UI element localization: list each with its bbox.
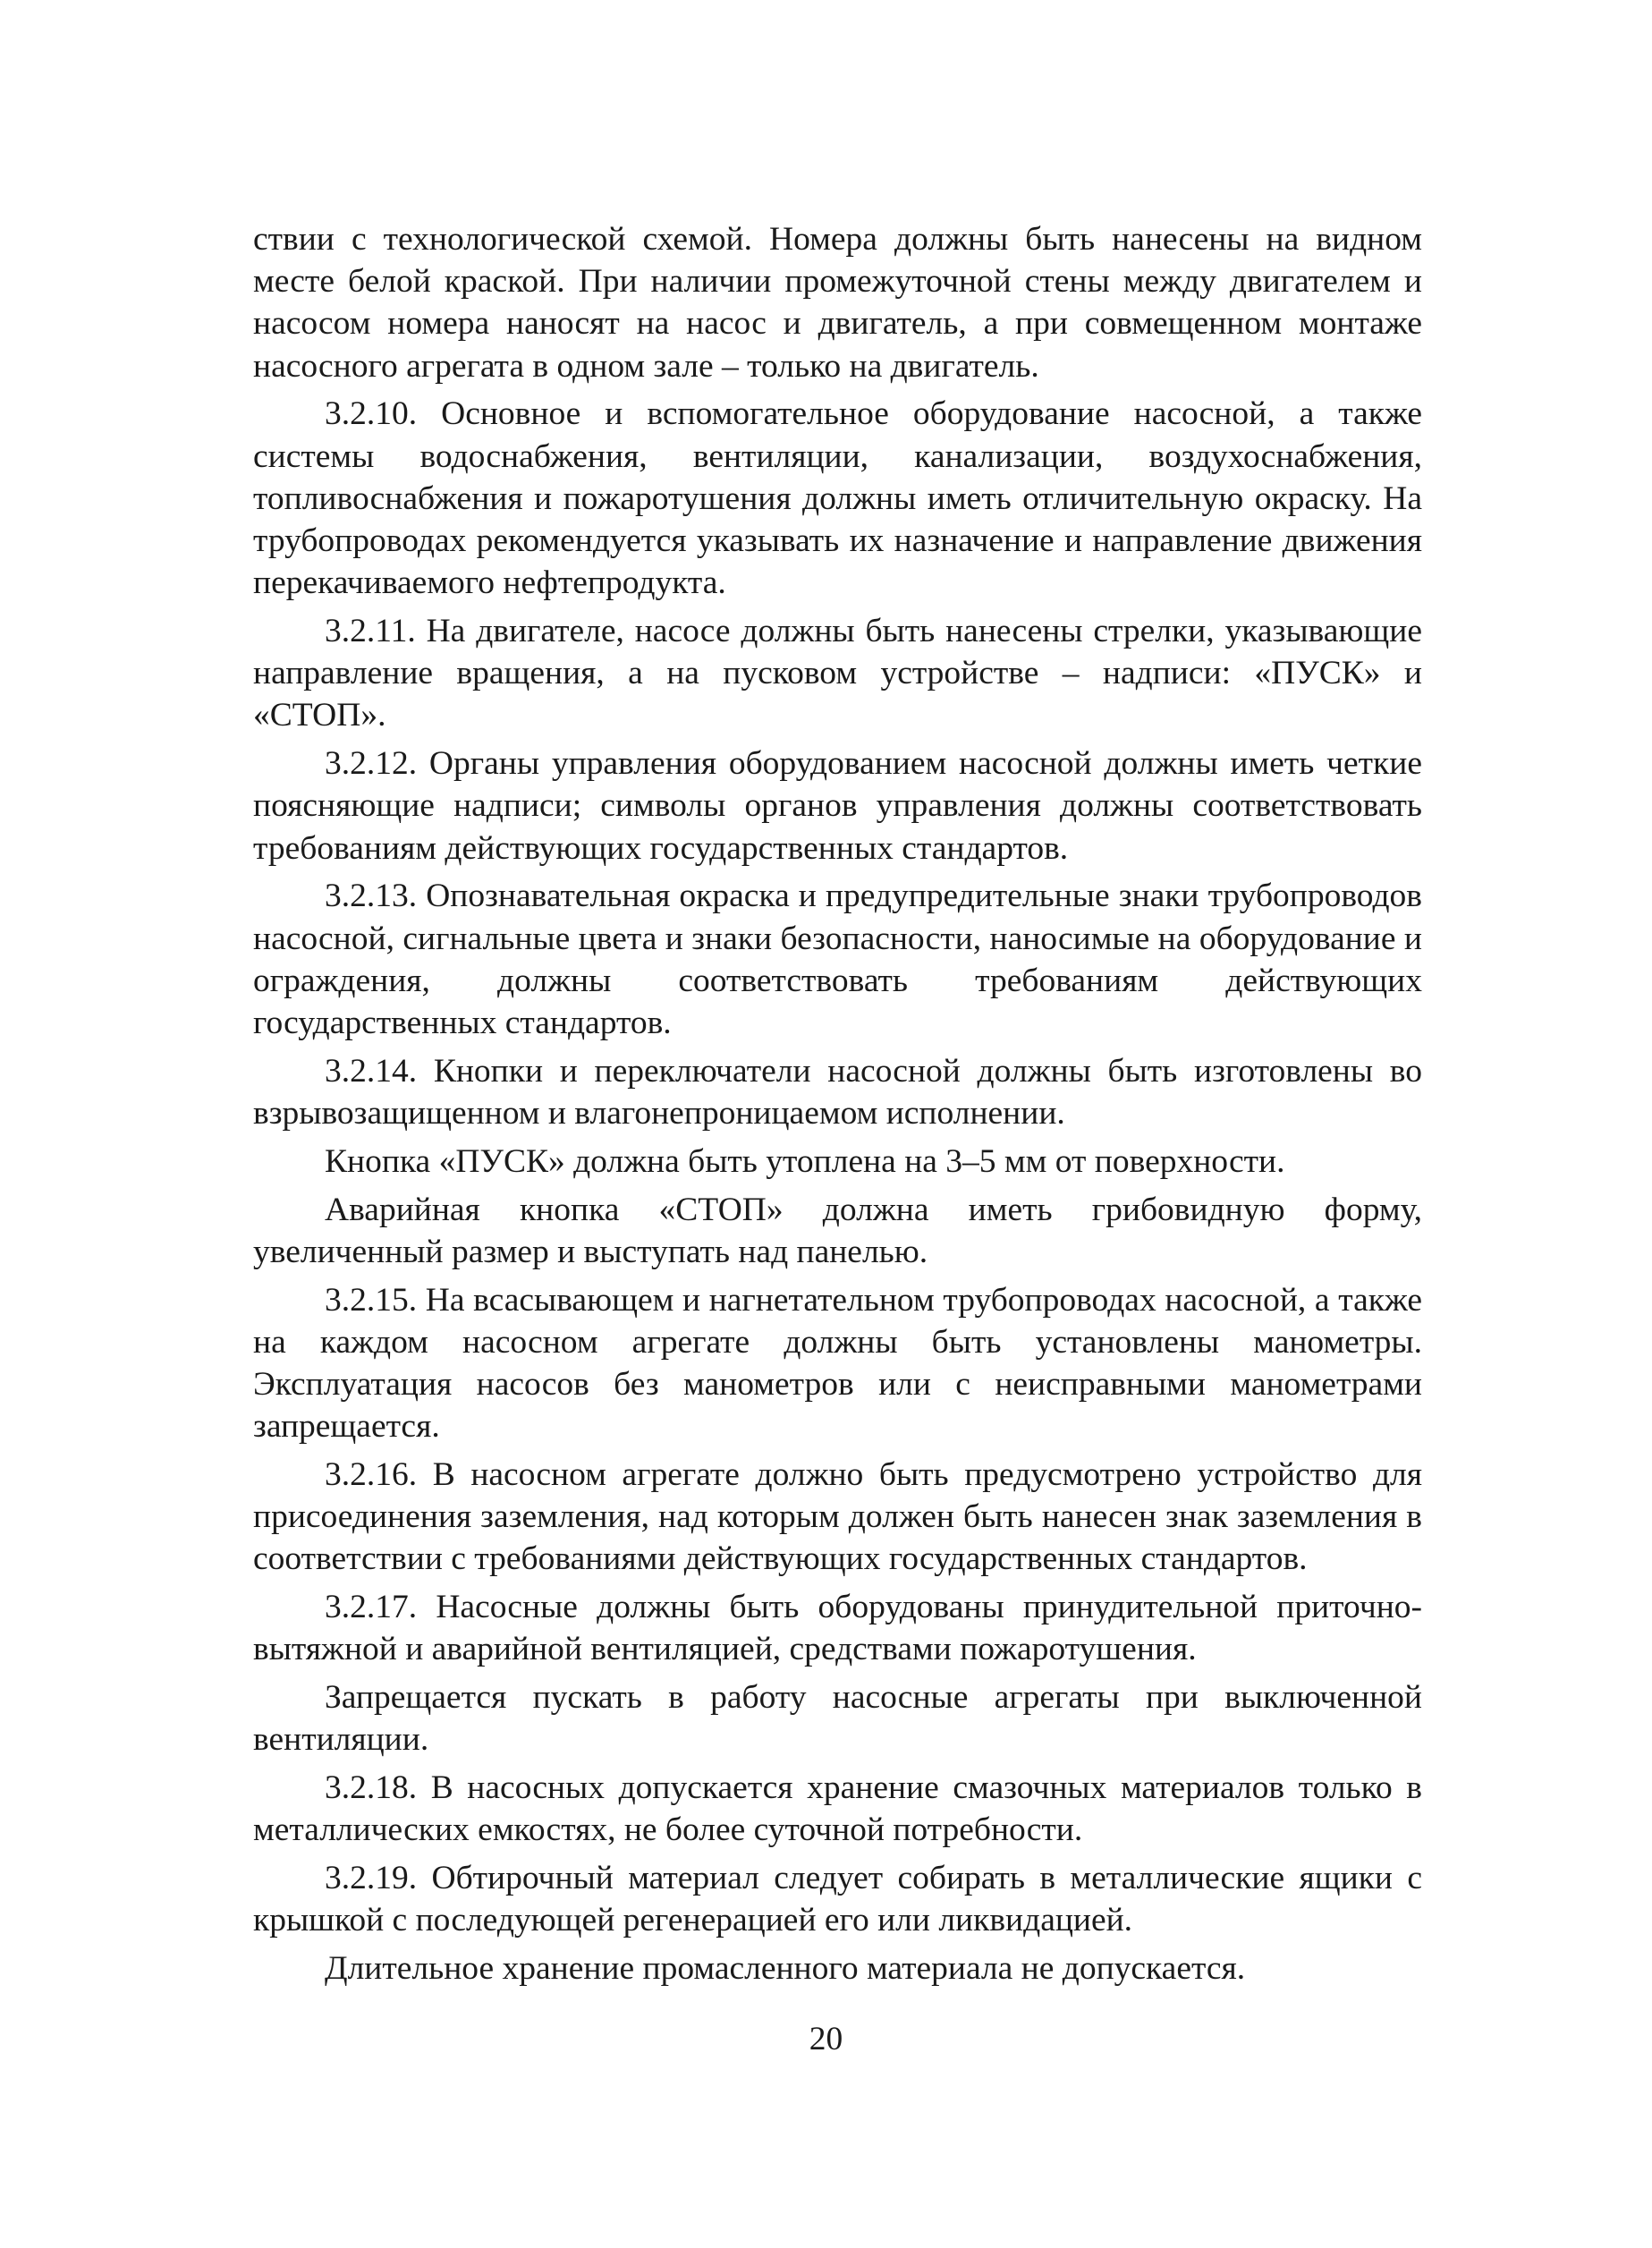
paragraph-oily-material: Длительное хранение промасленного материала не допускается. (325, 1950, 1246, 1988)
page-number: 20 (809, 2021, 843, 2057)
paragraph-continuation: ствии с технологической схемой. Номера должны быть нанесены на видном месте белой краской. При наличии промежуточной стены между двигателем и насосом номера наносят на насос и двигатель, а при совмещенном монтаже насосного агрегата в одном зале – только на двигатель. (253, 221, 1422, 385)
paragraph-3-2-18: 3.2.18. В насосных допускается хранение смазочных материалов только в металлических емкостях, не более суточной потребности. (253, 1769, 1422, 1849)
paragraph-ventilation-ban: Запрещается пускать в работу насосные агрегаты при выключенной вентиляции. (253, 1679, 1422, 1759)
paragraph-3-2-11: 3.2.11. На двигателе, насосе должны быть нанесены стрелки, указывающие направление вращения, а на пусковом устройстве – надписи: «ПУСК» и «СТОП». (253, 613, 1422, 734)
paragraph-3-2-16: 3.2.16. В насосном агрегате должно быть предусмотрено устройство для присоединения заземления, над которым должен быть нанесен знак заземления в соответствии с требованиями действующих государственных стандартов. (253, 1456, 1422, 1578)
paragraph-3-2-12: 3.2.12. Органы управления оборудованием насосной должны иметь четкие поясняющие надписи; символы органов управления должны соответствовать требованиям действующих государственных стандартов. (253, 745, 1422, 867)
paragraph-pusk-button: Кнопка «ПУСК» должна быть утоплена на 3–5 мм от поверхности. (325, 1142, 1285, 1180)
paragraph-3-2-17: 3.2.17. Насосные должны быть оборудованы принудительной приточно-вытяжной и аварийной вентиляцией, средствами пожаротушения. (253, 1589, 1422, 1668)
paragraph-3-2-14: 3.2.14. Кнопки и переключатели насосной должны быть изготовлены во взрывозащищенном и влагонепроницаемом исполнении. (253, 1052, 1422, 1132)
paragraph-3-2-19: 3.2.19. Обтирочный материал следует собирать в металлические ящики с крышкой с последующей регенерацией его или ликвидацией. (253, 1860, 1422, 1939)
paragraph-3-2-13: 3.2.13. Опознавательная окраска и предупредительные знаки трубопроводов насосной, сигнальные цвета и знаки безопасности, наносимые на оборудование и ограждения, должны соответствовать требованиям действующих государственных стандартов. (253, 878, 1422, 1042)
paragraph-stop-button: Аварийная кнопка «СТОП» должна иметь грибовидную форму, увеличенный размер и выступать над панелью. (253, 1191, 1422, 1270)
body-text (253, 218, 1422, 1996)
paragraph-3-2-15: 3.2.15. На всасывающем и нагнетательном трубопроводах насосной, а также на каждом насосном агрегате должны быть установлены манометры. Эксплуатация насосов без манометров или с неисправными манометрами запрещается. (253, 1281, 1422, 1446)
paragraph-3-2-10: 3.2.10. Основное и вспомогательное оборудование насосной, а также системы водоснабжения, вентиляции, канализации, воздухоснабжения, топливоснабжения и пожаротушения должны иметь отличительную окраску. На трубопроводах рекомендуется указывать их назначение и направление движения перекачиваемого нефтепродукта. (253, 395, 1422, 602)
